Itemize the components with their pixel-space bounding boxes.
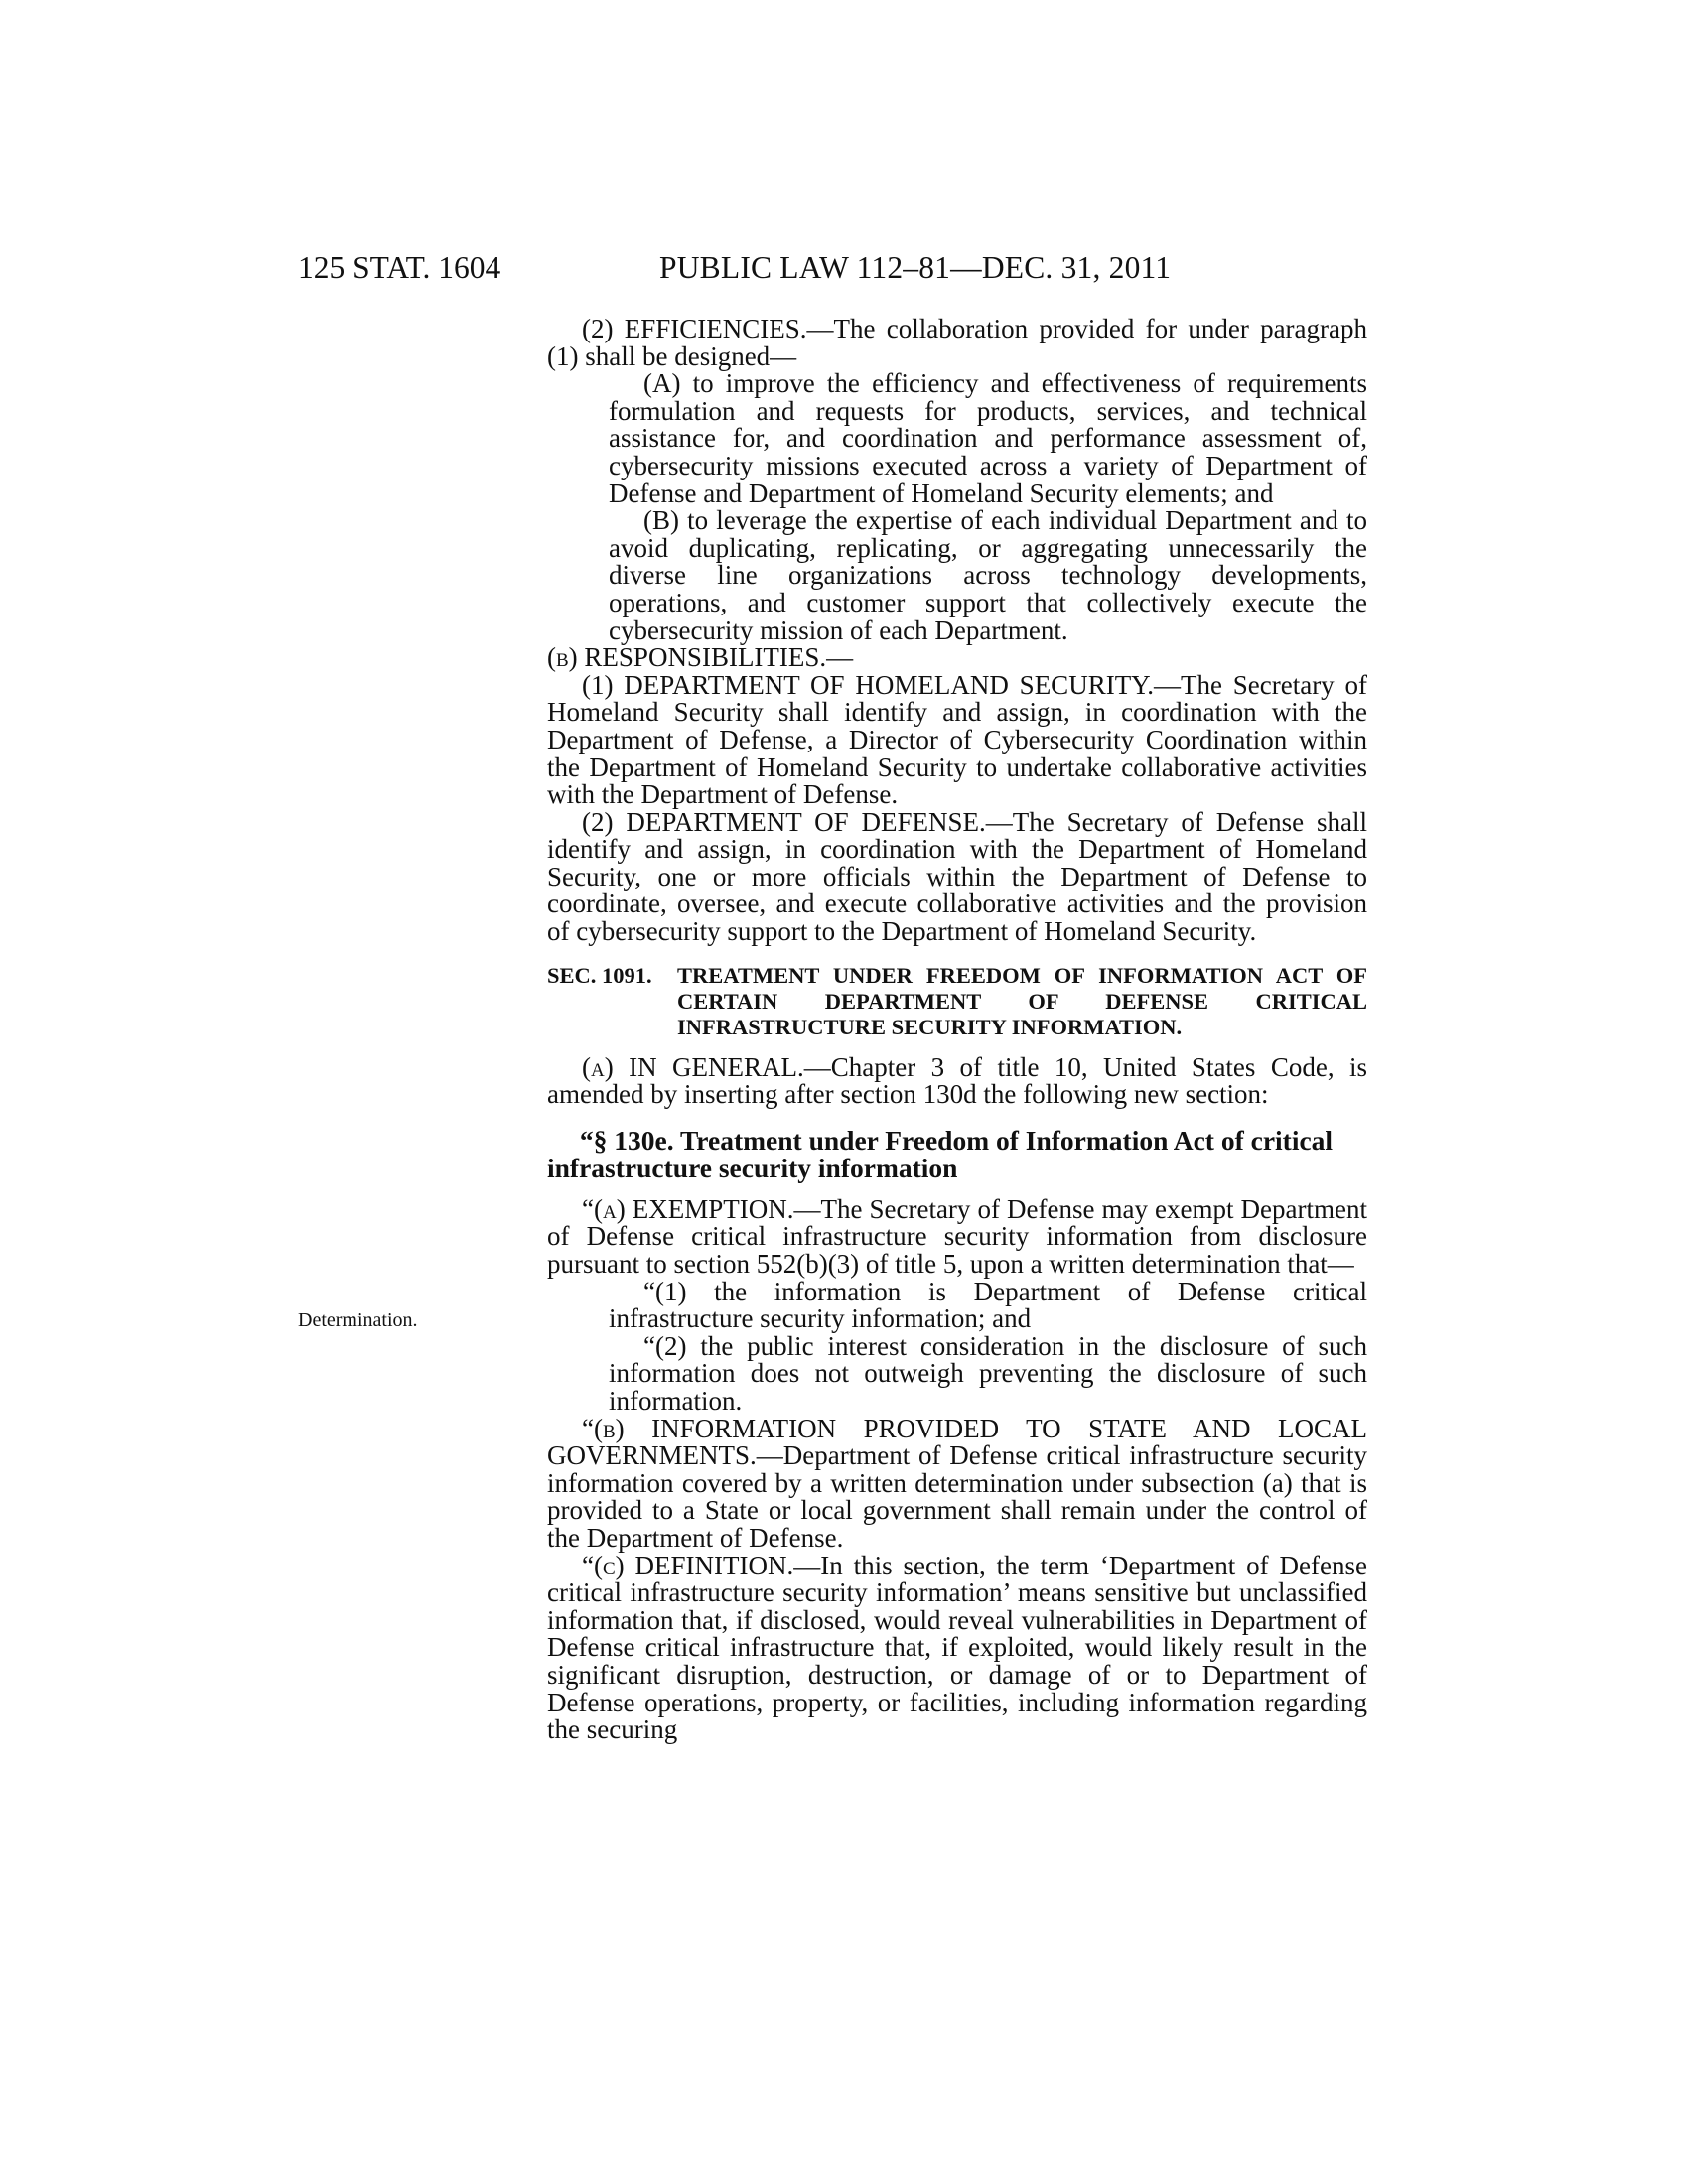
subsection-text: —In this section, the term ‘Department of Defense critical infrastructure security information’ means sensitive but unclassified information that, if disclosed, would reveal vulnerabilities in Department of Defense critical infrastructure that, if exploited, would likely result in the significant disruption, destruction, or damage of or to Department of Defense operations, property, or facilities, including information regarding the securing: [547, 1550, 1367, 1745]
section-title: TREATMENT UNDER FREEDOM OF INFORMATION ACT OF CERTAIN DEPARTMENT OF DEFENSE CRITICAL INFRASTRUCTURE SECURITY INFORMATION.: [677, 962, 1367, 1039]
subsection-responsibilities: [547, 644, 1367, 672]
subsection-text: —Chapter 3 of title 10, United States Code, is amended by inserting after section 130d the following new section:: [547, 1051, 1367, 1110]
section-number: SEC. 1091.: [547, 962, 652, 988]
paragraph-dod: [547, 806, 1367, 947]
body-column: [547, 316, 1367, 1744]
dash: —: [826, 642, 854, 673]
subsection-text: —Department of Defense critical infrastructure security information covered by a written determination under subsection (a) that is provided to a State or local government shall remain under the control of the Department of Defense.: [547, 1440, 1367, 1553]
subsection-heading: “(c) DEFINITION.: [582, 1550, 794, 1580]
section-1091-heading: [547, 963, 1367, 1040]
subsection-state-local: [547, 1413, 1367, 1553]
paragraph-heading: (2) EFFICIENCIES.: [582, 314, 807, 343]
subparagraph-b: (B) to leverage the expertise of each individual Department and to avoid duplicating, replicating, or aggregating unnecessarily the diverse line organizations across technology developments, operations, and customer support that collectively execute the cybersecurity mission of each Department.: [609, 505, 1367, 645]
subparagraph-a: (A) to improve the efficiency and effectiveness of requirements formulation and requests for products, services, and technical assistance for, and coordination and performance assessment of, cybersecurity missions executed across a variety of Department of Defense and Department of Homeland Security elements; and: [609, 368, 1367, 508]
subsection-heading: “(b) INFORMATION PROVIDED TO STATE AND LOCAL GOVERNMENTS.: [547, 1413, 1367, 1471]
clause-2: “(2) the public interest consideration in the disclosure of such information does not outweigh preventing the disclosure of such information.: [609, 1330, 1367, 1416]
subsection-text: —The Secretary of Defense may exempt Department of Defense critical infrastructure security information from disclosure pursuant to section 552(b)(3) of title 5, upon a written determination that—: [547, 1193, 1367, 1280]
clause-1: “(1) the information is Department of Defense critical infrastructure security information; and: [609, 1276, 1367, 1334]
paragraph-dhs: [547, 669, 1367, 810]
paragraph-heading: (2) DEPARTMENT OF DEFENSE.: [582, 806, 986, 837]
subsection-exemption: [547, 1193, 1367, 1280]
paragraph-text: —The collaboration provided for under paragraph (1) shall be designed—: [547, 314, 1368, 371]
subsection-definition: [547, 1550, 1367, 1745]
paragraph-text: —The Secretary of Defense shall identify and assign, in coordination with the Department of Homeland Security, one or more officials within the Department of Defense to coordinate, oversee, and execute collaborative activities and the provision of cybersecurity support to the Department of Homeland Security.: [547, 806, 1367, 947]
subsection-heading: (b) RESPONSIBILITIES.: [547, 642, 827, 673]
running-header: PUBLIC LAW 112–81—DEC. 31, 2011: [659, 250, 1172, 285]
subsection-heading: “(a) EXEMPTION.: [582, 1193, 794, 1224]
margin-note: Determination.: [298, 1309, 418, 1331]
paragraph-text: —The Secretary of Homeland Security shall identify and assign, in coordination with the Department of Defense, a Director of Cybersecurity Coordination within the Department of Homeland Security to undertake collaborative activities with the Department of Defense.: [547, 669, 1367, 810]
paragraph-heading: (1) DEPARTMENT OF HOMELAND SECURITY.: [582, 669, 1154, 700]
statute-page-reference: 125 STAT. 1604: [298, 250, 501, 285]
paragraph-efficiencies: [547, 316, 1367, 370]
section-130e-heading: “§ 130e. Treatment under Freedom of Information Act of critical infrastructure security information: [547, 1124, 1334, 1183]
subsection-in-general: [547, 1051, 1367, 1110]
subsection-heading: (a) IN GENERAL.: [582, 1051, 804, 1082]
